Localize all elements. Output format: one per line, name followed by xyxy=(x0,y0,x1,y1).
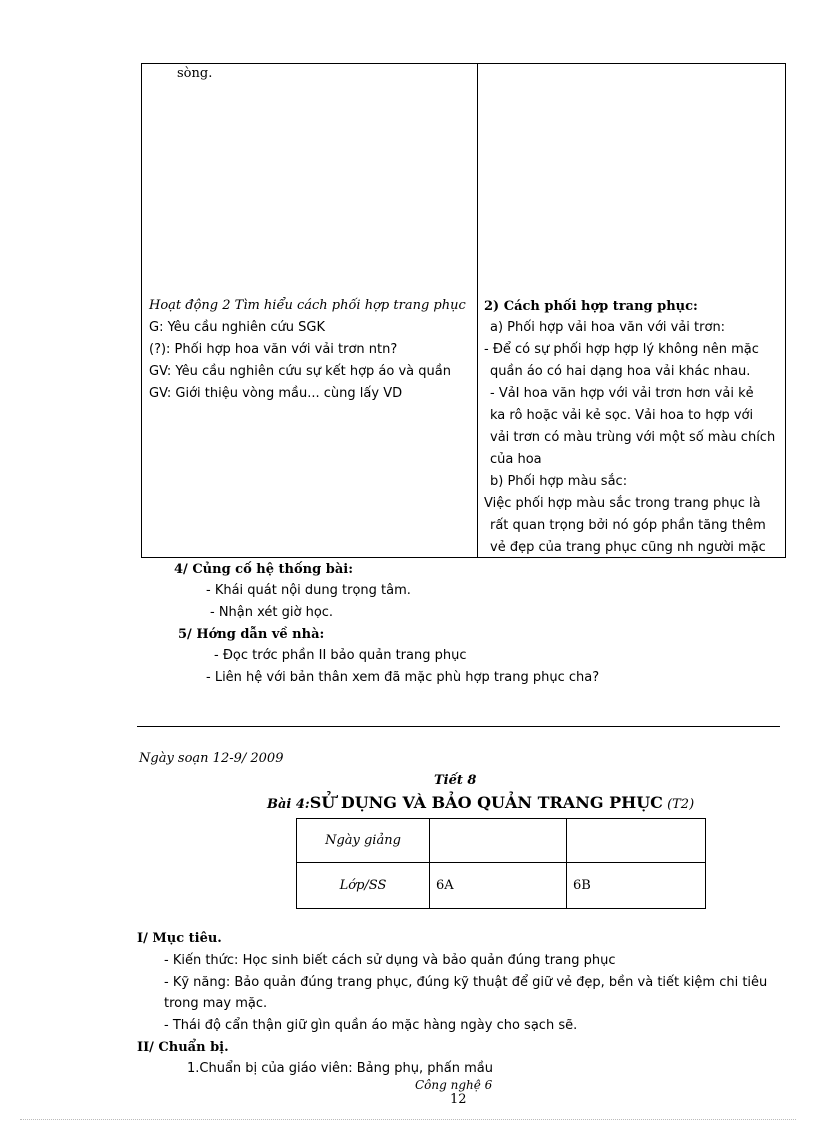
activity-heading: Hoạt động 2 Tìm hiểu cách phối hợp trang phục xyxy=(149,298,466,313)
lesson-period: Tiết 8 xyxy=(434,773,477,788)
preparation-heading: II/ Chuẩn bị. xyxy=(137,1040,229,1055)
right-line: vẻ đẹp của trang phục cũng nh người mặc xyxy=(490,540,766,555)
page-number: 12 xyxy=(450,1092,467,1107)
right-line: a) Phối hợp vải hoa văn với vải trơn: xyxy=(490,320,726,335)
schedule-row2-label: Lớp/SS xyxy=(297,863,430,909)
schedule-class-b: 6B xyxy=(567,863,706,909)
objective-line: - Thái độ cẩn thận giữ gìn quần áo mặc hàng ngày cho sạch sẽ. xyxy=(164,1018,578,1033)
objective-line: trong may mặc. xyxy=(164,996,268,1011)
right-line: - VảI hoa văn hợp với vải trơn hơn vải kẻ xyxy=(490,386,754,401)
lesson-date: Ngày soạn 12-9/ 2009 xyxy=(139,751,284,766)
lesson-title-row xyxy=(267,793,694,812)
schedule-table xyxy=(296,818,706,909)
column-divider xyxy=(477,64,478,557)
right-line: ka rô hoặc vải kẻ sọc. Vải hoa to hợp với xyxy=(490,408,754,423)
bai-label: Bài 4: xyxy=(267,797,310,812)
footer-subject: Công nghệ 6 xyxy=(415,1078,493,1092)
schedule-row1-label: Ngày giảng xyxy=(297,819,430,863)
right-line: Việc phối hợp màu sắc trong trang phục là xyxy=(484,496,761,511)
left-line: GV: Yêu cầu nghiên cứu sự kết hợp áo và quần xyxy=(149,364,451,379)
schedule-class-a: 6A xyxy=(430,863,567,909)
objectives-heading: I/ Mục tiêu. xyxy=(137,931,222,946)
schedule-cell-empty xyxy=(567,819,706,863)
right-line: quần áo có hai dạng hoa vải khác nhau. xyxy=(490,364,751,379)
lesson-title: SỬ DỤNG VÀ BẢO QUẢN TRANG PHỤC xyxy=(309,793,663,812)
activity-table xyxy=(141,63,786,558)
left-line: (?): Phối hợp hoa văn với vải trơn ntn? xyxy=(149,342,398,357)
objective-line: - Kiến thức: Học sinh biết cách sử dụng và bảo quản đúng trang phục xyxy=(164,953,616,968)
section4-heading: 4/ Củng cố hệ thống bài: xyxy=(174,562,353,577)
lesson-title-suffix: (T2) xyxy=(667,797,695,812)
schedule-cell-empty xyxy=(430,819,567,863)
section5-item: - Liên hệ với bản thân xem đã mặc phù hợp trang phục cha? xyxy=(206,670,600,685)
right-line: b) Phối hợp màu sắc: xyxy=(490,474,628,489)
right-line: của hoa xyxy=(490,452,542,467)
right-line: rất quan trọng bởi nó góp phần tăng thêm xyxy=(490,518,766,533)
section5-item: - Đọc trớc phần II bảo quản trang phục xyxy=(214,648,467,663)
objective-line: - Kỹ năng: Bảo quản đúng trang phục, đúng kỹ thuật để giữ vẻ đẹp, bền và tiết kiệm chi tiêu xyxy=(164,975,768,990)
right-line: vải trơn có màu trùng với một số màu chích xyxy=(490,430,776,445)
left-line: G: Yêu cầu nghiên cứu SGK xyxy=(149,320,325,335)
section4-item: - Nhận xét giờ học. xyxy=(210,605,334,620)
section-separator xyxy=(137,726,780,727)
left-line: GV: Giới thiệu vòng mầu... cùng lấy VD xyxy=(149,386,403,401)
carry-line: sòng. xyxy=(177,66,213,81)
right-heading: 2) Cách phối hợp trang phục: xyxy=(484,299,698,314)
section5-heading: 5/ Hớng dẫn về nhà: xyxy=(178,627,325,642)
section4-item: - Khái quát nội dung trọng tâm. xyxy=(206,583,411,598)
right-line: - Để có sự phối hợp hợp lý không nên mặc xyxy=(484,342,759,357)
footer-rule xyxy=(20,1119,796,1120)
preparation-line: 1.Chuẩn bị của giáo viên: Bảng phụ, phấn mầu xyxy=(187,1061,493,1076)
